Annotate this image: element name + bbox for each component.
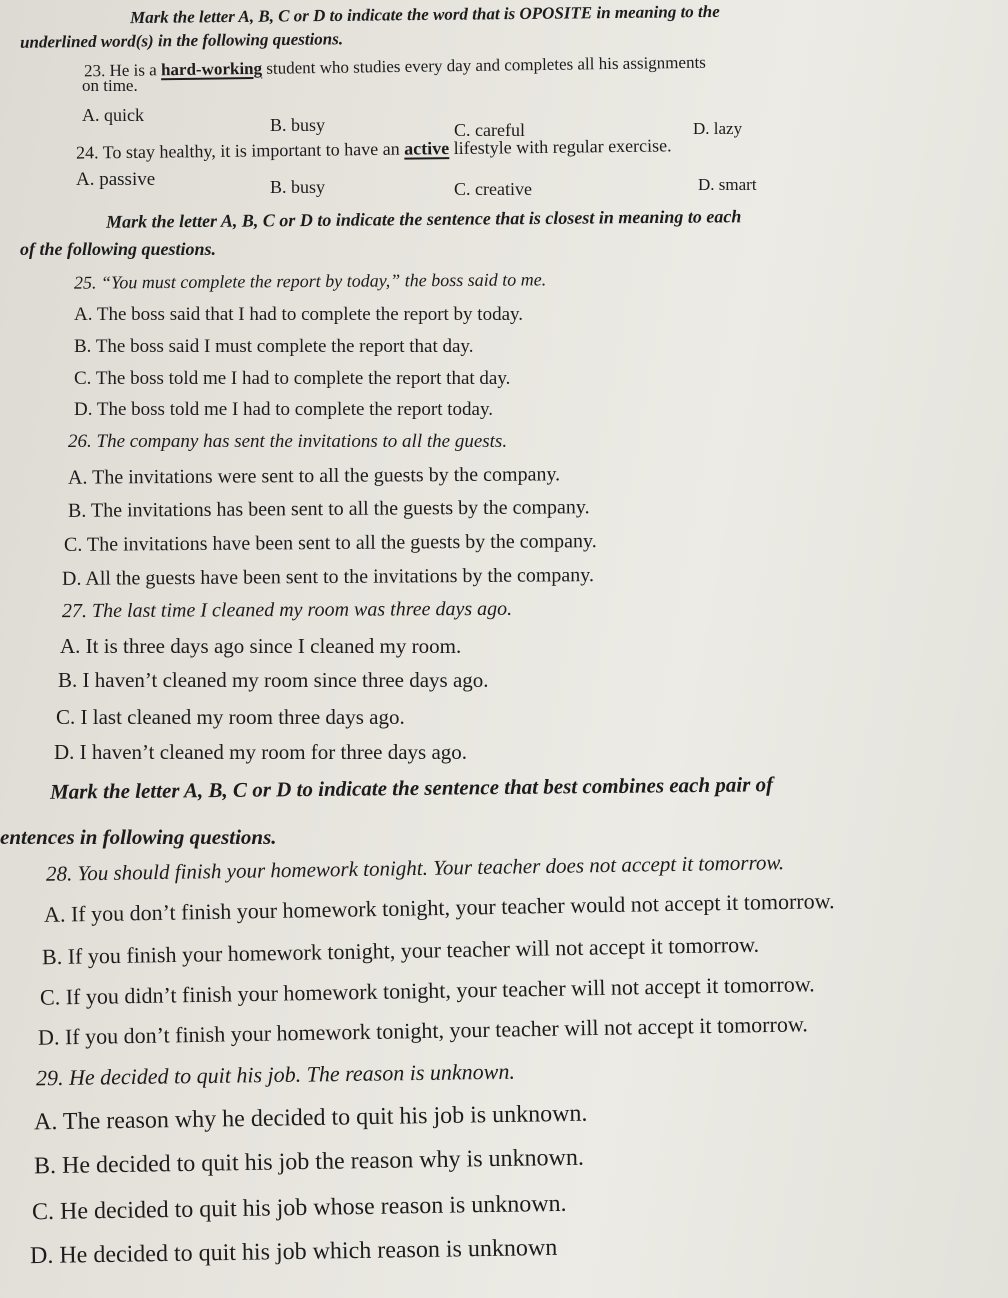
question-28-option-d[interactable]: D. If you don’t finish your homework tonight, your teacher will not accept it tomorrow.: [37, 1011, 808, 1050]
question-26-option-b[interactable]: B. The invitations has been sent to all the guests by the company.: [67, 496, 590, 522]
question-27-option-a[interactable]: A. It is three days ago since I cleaned my room.: [60, 634, 462, 658]
question-24-option-c[interactable]: C. creative: [454, 179, 532, 199]
question-24-option-a[interactable]: A. passive: [76, 169, 156, 190]
question-25-option-a[interactable]: A. The boss said that I had to complete the report by today.: [74, 304, 524, 325]
instruction-combine-line1: Mark the letter A, B, C or D to indicate the sentence that best combines each pair of: [49, 772, 774, 804]
question-26-option-a[interactable]: A. The invitations were sent to all the guests by the company.: [67, 463, 561, 489]
question-24-option-d[interactable]: D. smart: [698, 175, 757, 194]
question-26-stem: 26. The company has sent the invitations to all the guests.: [68, 431, 508, 452]
question-23-underlined-word: hard-working: [160, 58, 263, 80]
question-29-option-d[interactable]: D. He decided to quit his job which reason is unknown: [29, 1234, 558, 1270]
question-24-before: To stay healthy, it is important to have an: [102, 138, 400, 163]
question-24-option-b[interactable]: B. busy: [270, 177, 326, 197]
question-23-after: student who studies every day and completes all his assignments: [266, 52, 706, 78]
question-28-option-a[interactable]: A. If you don’t finish your homework tonight, your teacher would not accept it tomorrow.: [43, 888, 835, 927]
instruction-opposite-line2: underlined word(s) in the following questions.: [19, 29, 344, 52]
question-23-option-c[interactable]: C. careful: [454, 120, 525, 140]
question-23-stem: [84, 54, 706, 80]
question-27-option-b[interactable]: B. I haven’t cleaned my room since three days ago.: [58, 668, 489, 692]
question-23-before: He is a: [109, 60, 157, 80]
question-23-option-d[interactable]: D. lazy: [693, 119, 743, 138]
question-27-option-d[interactable]: D. I haven’t cleaned my room for three days ago.: [54, 740, 468, 764]
instruction-opposite-line1: Mark the letter A, B, C or D to indicate the word that is OPOSITE in meaning to the: [129, 1, 720, 28]
question-24-underlined-word: active: [404, 138, 450, 159]
question-23-option-a[interactable]: A. quick: [82, 105, 144, 125]
question-29-stem: 29. He decided to quit his job. The reason is unknown.: [35, 1058, 516, 1091]
instruction-combine-line2: entences in following questions.: [0, 825, 277, 849]
instruction-closest-line2: of the following questions.: [20, 239, 217, 259]
question-29-option-a[interactable]: A. The reason why he decided to quit his job is unknown.: [33, 1100, 588, 1136]
question-27-option-c[interactable]: C. I last cleaned my room three days ago.: [56, 705, 405, 729]
question-27-stem: 27. The last time I cleaned my room was three days ago.: [61, 597, 513, 623]
question-26-option-d[interactable]: D. All the guests have been sent to the invitations by the company.: [61, 564, 595, 590]
question-23-stem-line2: on time.: [82, 76, 138, 95]
question-24-number: 24.: [75, 142, 99, 163]
question-29-option-c[interactable]: C. He decided to quit his job whose reason is unknown.: [31, 1190, 567, 1226]
question-25-option-d[interactable]: D. The boss told me I had to complete the report today.: [74, 399, 493, 420]
question-25-stem: 25. “You must complete the report by today,” the boss said to me.: [73, 269, 547, 293]
question-25-option-c[interactable]: C. The boss told me I had to complete the report that day.: [74, 368, 511, 389]
question-23-number: 23.: [83, 61, 106, 81]
question-26-option-c[interactable]: C. The invitations have been sent to all the guests by the company.: [63, 530, 597, 556]
question-28-stem: 28. You should finish your homework tonight. Your teacher does not accept it tomorrow.: [45, 850, 785, 886]
question-29-option-b[interactable]: B. He decided to quit his job the reason why is unknown.: [33, 1144, 585, 1180]
question-24-stem: [76, 136, 672, 161]
instruction-closest-line1: Mark the letter A, B, C or D to indicate the sentence that is closest in meaning to each: [105, 206, 742, 232]
question-28-option-b[interactable]: B. If you finish your homework tonight, your teacher will not accept it tomorrow.: [41, 931, 760, 970]
question-25-option-b[interactable]: B. The boss said I must complete the report that day.: [74, 336, 474, 357]
question-23-option-b[interactable]: B. busy: [270, 115, 326, 135]
question-24-after: lifestyle with regular exercise.: [453, 135, 672, 159]
question-28-option-c[interactable]: C. If you didn’t finish your homework tonight, your teacher will not accept it tomorrow.: [39, 971, 815, 1010]
